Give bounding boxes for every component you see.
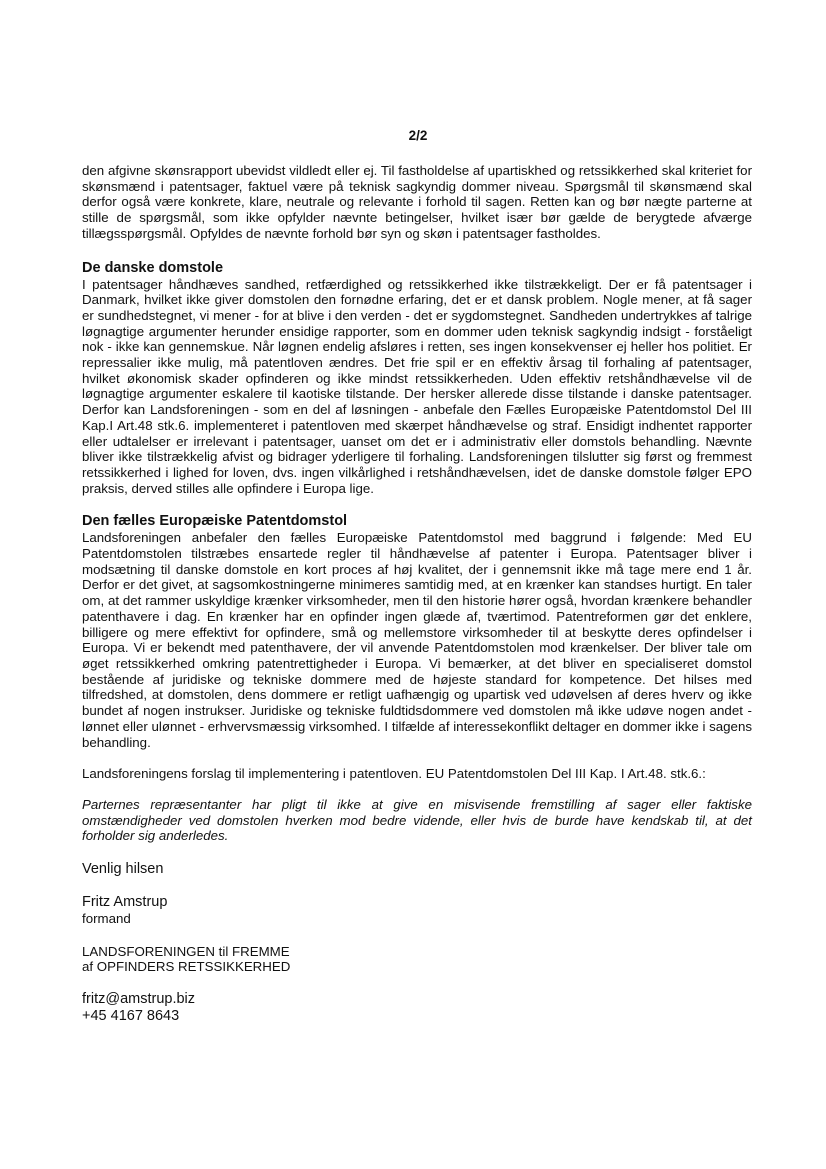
- document-body: [82, 163, 752, 1025]
- section-heading-patentdomstol: Den fælles Europæiske Patentdomstol: [82, 513, 348, 530]
- signer-title: formand: [82, 911, 131, 927]
- proposal-line: Landsforeningens forslag til implementering i patentloven. EU Patentdomstolen Del III Kap. I Art.48. stk.6.:: [82, 766, 706, 782]
- organization-line-1: LANDSFORENINGEN til FREMME: [82, 943, 290, 959]
- quote-paragraph: Parternes repræsentanter har pligt til ikke at give en misvisende fremstilling af sager eller faktiske omstændigheder ved domstolen hverken mod bedre vidende, eller hvis de burde have kendskab til, at det forholder sig anderledes.: [82, 796, 752, 844]
- greeting: Venlig hilsen: [82, 861, 164, 878]
- intro-paragraph: den afgivne skønsrapport ubevidst vildledt eller ej. Til fastholdelse af upartiskhed og retssikkerhed skal kriteriet for skønsmænd i patentsager, faktuel være på teknisk sagkyndig dommer niveau. Spørgsmål til skønsmænd skal derfor også være konkrete, klare, neutrale og relevante i forhold til sagen. Retten kan og bør nægte parterne at stille de spørgsmål, som ikke opfylder nævnte betingelser, hvilket især bør gælde de berygtede afværge tillægsspørgsmål. Opfyldes de nævnte forhold bør syn og skøn i patentsager fastholdes.: [82, 163, 752, 241]
- section-body-danske-domstole: I patentsager håndhæves sandhed, retfærdighed og retssikkerhed ikke tilstrækkeligt. Der er få patentsager i Danmark, hvilket ikke giver domstolen den fornødne erfaring, det er et dansk problem. Nogle mener, at få sager er sundhedstegnet, vi mener - for at blive i den verden - det er sygdomstegnet. Sandheden undertrykkes af talrige løgnagtige argumenter herunder ensidige rapporter, som en dommer uden teknisk sagkyndig indsigt - forståeligt nok - ikke kan gennemskue. Når løgnen endelig afsløres i retten, ses ingen konsekvenser ej heller hos politiet. Er repressalier ikke mulig, må patentloven ændres. Det frie spil er en effektiv årsag til forhaling af patentsager, hvilket økonomisk skader opfinderen og ikke mindst retssikkerheden. Uden effektiv retshåndhævelse vil de løgnagtige argumenter eskalere til kaotiske tilstande. Der hersker allerede disse tilstande i danske patentsager. Derfor kan Landsforeningen - som en del af løsningen - anbefale den Fælles Europæiske Patentdomstol Del III Kap.I Art.48 stk.6. implementeret i patentloven med skærpet håndhævelse og straf. Ensidigt indhentet rapporter eller udtalelser er irrelevant i patentsager, uanset om det er i administrativ eller domstols behandling. Nævnte bliver ikke tilstrækkelig afvist og bidrager yderligere til forhaling. Landsforeningen tilslutter sig først og fremmest retssikkerhed i lighed for loven, dvs. ingen vilkårlighed i retshåndhævelsen, idet de danske domstole følger EPO praksis, derved stilles alle opfindere i Europa lige.: [82, 276, 752, 496]
- section-body-patentdomstol: Landsforeningen anbefaler den fælles Europæiske Patentdomstol med baggrund i følgende: Med EU Patentdomstolen tilstræbes ensartede regler til håndhævelse af patenter i Europa. Patentsager bliver i modsætning til danske domstole en kort proces af høj kvalitet, der i gennemsnit ikke må tage mere end 1 år. Derfor er det givet, at sagsomkostningerne minimeres samtidig med, at en krænker kan standses hurtigt. En taler om, at det rammer uskyldige krænker virksomheder, men til den historie hører også, hvordan krænkere behandler patenthavere i dag. En krænker har en opfinder ingen glæde af, tværtimod. Patentreformen gør det enklere, billigere og mere effektivt for opfindere, små og mellemstore virksomheder til at beskytte deres opfindelser i Europa. Vi er bekendt med patenthavere, der vil anvende Patentdomstolen mod krænkelser. Der bliver tale om øget retssikkerhed omkring patentrettigheder i Europa. Vi bemærker, at det bliver en specialiseret domstol bestående af juridiske og tekniske dommere med de højeste standard for kompetence. Det hilses med tilfredshed, at domstolen, dens dommere er retligt uafhængig og upartisk ved udøvelsen af deres hverv og ikke bundet af nogen instrukser. Juridiske og tekniske fuldtidsdommere ved domstolen må ikke udøve nogen andet - lønnet eller ulønnet - erhvervsmæssig virksomhed. I tilfælde af interessekonflikt deltager en dommer ikke i sagens behandling.: [82, 530, 752, 750]
- signer-name: Fritz Amstrup: [82, 894, 168, 911]
- phone-number: +45 4167 8643: [82, 1008, 180, 1025]
- email-address: fritz@amstrup.biz: [82, 991, 196, 1008]
- page-number: 2/2: [408, 128, 428, 143]
- organization-line-2: af OPFINDERS RETSSIKKERHED: [82, 959, 291, 975]
- section-heading-danske-domstole: De danske domstole: [82, 259, 224, 276]
